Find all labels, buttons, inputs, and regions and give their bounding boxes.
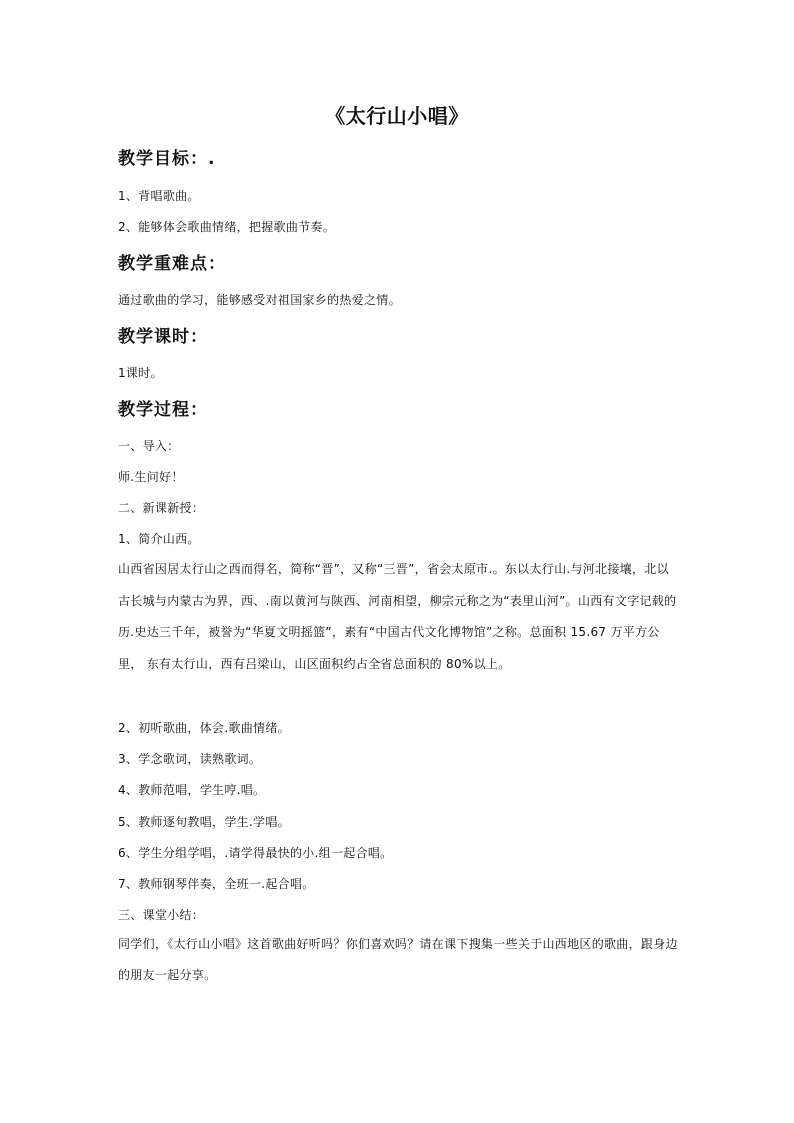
teaching-process-heading: 教学过程： (118, 400, 208, 420)
goal-item-2: 2、能够体会歌曲情绪，把握歌曲节奏。 (118, 220, 336, 234)
key-points-heading: 教学重难点： (118, 254, 226, 274)
step-summary-heading: 三、课堂小结： (118, 908, 205, 922)
goal-item-1: 1、背唱歌曲。 (118, 189, 200, 203)
list-item-first-listen: 2、初听歌曲，体会.歌曲情绪。 (118, 721, 290, 735)
list-item-group-singing: 6、学生分组学唱，.请学得最快的小.组一起合唱。 (118, 846, 393, 860)
class-hours-text: 1课时。 (118, 366, 163, 380)
list-item-demo-singing: 4、教师范唱，学生哼.唱。 (118, 783, 266, 797)
list-item-intro-shanxi: 1、简介山西。 (118, 532, 200, 546)
document-title: 《太行山小唱》 (325, 104, 469, 128)
greeting-text: 师.生问好！ (118, 470, 184, 484)
goals-heading: 教学目标：. (118, 149, 216, 169)
summary-paragraph: 同学们，《太行山小唱》这首歌曲好听吗？你们喜欢吗？请在课下搜集一些关于山西地区的歌曲，跟身边的朋友一起分享。 (118, 937, 678, 982)
shanxi-intro-paragraph: 山西省因居太行山之西而得名，简称“晋”，又称“三晋”，省会太原市.。东以太行山.与河北接壤，北以古长城与内蒙古为界，西、.南以黄河与陕西、河南相望，柳宗元称之为“表里山河”。山西有文字记载的历.史达三千年，被誉为“华夏文明摇篮”，素有“中国古代文化博物馆”之称。总面积 15.67 万平方公里， 东有太行山，西有吕梁山，山区面积约占全省总面积的 80%以上。 (118, 562, 677, 671)
step-intro-heading: 一、导入： (118, 439, 180, 453)
class-hours-heading: 教学课时： (118, 327, 208, 347)
key-points-text: 通过歌曲的学习，能够感受对祖国家乡的热爱之情。 (118, 293, 401, 307)
step-new-lesson-heading: 二、新课新授： (118, 501, 205, 515)
list-item-line-teaching: 5、教师逐句教唱，学生.学唱。 (118, 815, 290, 829)
list-item-piano-accompaniment: 7、教师钢琴伴奏，全班一.起合唱。 (118, 877, 315, 891)
list-item-lyrics: 3、学念歌词，读熟歌词。 (118, 752, 262, 766)
